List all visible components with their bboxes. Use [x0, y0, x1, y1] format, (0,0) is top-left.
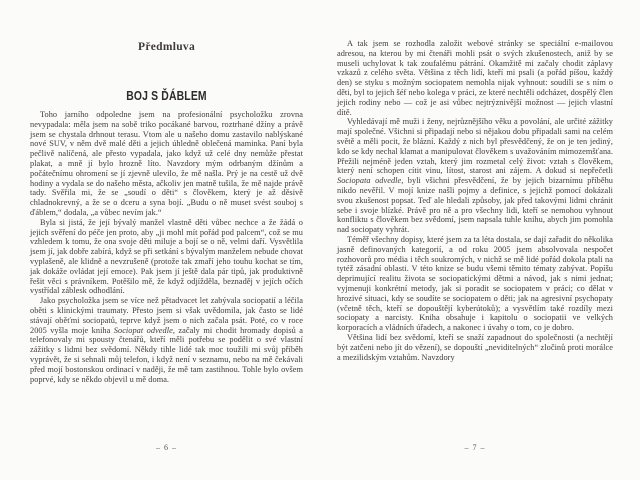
book-title-italic: Sociopata odvedle [337, 176, 402, 186]
right-page-body [337, 39, 613, 362]
paragraph: A tak jsem se rozhodla založit webové stránky se speciální e-mailovou adresou, na kterou by mi čtenáři mohli psát o svých zkušenostech, aniž by se museli uchylovat k tak zoufalému pátrání. Okamžitě mi začaly chodit záplavy vzkazů z celého světa. Většina z těch lidí, kteří mi psali (a pořád píšou, každý den) se styku s možným sociopatem nemohla nijak vyhnout: soudili se s ním o děti, byl to jejich šéf nebo kolega v práci, ze které nechtěli odcházet, dospělý člen jejich rodiny nebo — což je asi vůbec nejtrýznivější možnost — jejich vlastní dítě. [337, 39, 613, 117]
left-page-number: – 6 – [156, 443, 177, 452]
section-title: BOJ S ĎÁBLEM [126, 88, 207, 103]
left-page-body [30, 110, 303, 384]
book-title-italic: Sociopat odvedle [113, 325, 173, 335]
paragraph: Vyhledávají mě muži i ženy, nejrůznějšího věku a povolání, ale určité zážitky mají společné. Všichni si připadají nebo si nějakou dobu připadali sami na celém světě a měli pocit, že blázní. Každý z nich byl přesvědčený, že on je ten jediný, kdo se kdy nechal klamat a manipulovat člověkem s uvažováním mimozemšťana. Přežili nejméně jeden vztah, který jim rozmetal celý život: vztah s člověkem, který není schopen cítit vinu, lítost, starost ani zájem. A dokud si nepřečetli Sociopata odvedle, byli všichni přesvědčení, že by jejich bizarnímu příběhu nikdo nevěřil. V mojí knize našli pojmy a definice, s jejichž pomocí dokázali svou zkušenost popsat. Teď ale hledali způsoby, jak před takovými lidmi chránit sebe i svoje blízké. Právě pro ně a pro všechny lidi, kteří se nemohou vyhnout konfliktu s člověkem bez svědomí, jsem napsala tuhle knihu, abych jim pomohla nad sociopaty vyhrát. [337, 117, 613, 235]
paragraph: Většina lidí bez svědomí, kteří se snaží zapadnout do společnosti (a nechtějí být zatčeni nebo jít do vězení), se dopouští „neviditelných“ zločinů proti morálce a mezilidským vztahům. Navzdory [337, 332, 613, 362]
chapter-heading: Předmluva [138, 41, 195, 53]
paragraph: Téměř všechny dopisy, které jsem za ta léta dostala, se dají zařadit do několika jasně definovaných kategorií, a od roku 2005 jsem absolvovala nespočet rozhovorů pro média i těch soukromých, v nichž se mě lidé pořád dokola ptali na tytéž zásadní oblasti. V této knize se budu všemi těmito tématy zabývat. Popíšu deprimující realitu života se sociopatickými dětmi a návod, jak s nimi jednat; vyjmenuji konkrétní metody, jak si poradit se sociopatem v práci; co dělat v hrozivé situaci, kdy se soudíte se sociopatem o děti; jak na agresivní psychopaty (včetně těch, kteří se dopouštějí kyberútoků); a vysvětlím také rozdíly mezi sociopaty a narcisty. Kniha obsahuje i kapitolu o sociopatii ve velkých korporacích a vládních úřadech, a nakonec i úvahy o tom, co je dobro. [337, 234, 613, 333]
left-page [30, 0, 303, 480]
paragraph: Toho jarního odpoledne jsem na profesionální psycholožku zrovna nevypadala: měla jsem na sobě triko pocákané barvou, roztrhané džíny a právě jsem se chystala drhnout terasu. Vtom ale u našeho domu zastavilo nablýskané nové SUV, v něm dvě malé děti a jejich úhledně oblečená maminka. Paní byla pečlivě nalíčená, ale přesto vypadala, jako když už celé dny nemůže přestat plakat, a mně jí bylo hrozně líto. Navzdory mým odrbaným džínům a počátečnímu ohromení se jí zjevně ulevilo, že mě našla. Prý je na cestě už dvě hodiny a vydala se do našeho města, ačkoliv jen matně tušila, že mě najde právě tady. Svěřila mi, že se „soudí o děti“ s člověkem, který je až děsivě chladnokrevný, a že se o dceru a syna bojí. „Budu o ně muset svést souboj s ďáblem,“ dodala, „a vůbec nevím jak.“ [30, 110, 303, 217]
paragraph: Jako psycholožka jsem se více než pětadvacet let zabývala sociopatií a léčila oběti s klinickými traumaty. Přesto jsem si však uvědomila, jak často se lidé stávají oběťmi sociopatů, teprve když jsem o nich začala psát. Poté, co v roce 2005 vyšla moje kniha Sociopat odvedle, začaly mi chodit hromady dopisů a telefonovaly mi spousty čtenářů, kteří měli potřebu se podělit o své vlastní zážitky s lidmi bez svědomí. Někdy tihle lidé tak moc toužili mi svůj příběh vyprávět, že si sehnali můj telefon, i když není v seznamu, nebo na mě čekávali před mojí bostonskou ordinací v naději, že mě tam zastihnou. Tohle bylo ovšem poprvé, kdy se někdo objevil u mě doma. [30, 296, 303, 384]
paragraph: Byla si jistá, že její bývalý manžel vlastně děti vůbec nechce a že žádá o jejich svěření do péče jen proto, aby „ji mohl mít pořád pod palcem“, což se mu vzhledem k tomu, že ona svoje děti miluje a bojí se o ně, velmi daří. Vysvětlila jsem jí, jak dobře zabírá, když se při setkání s bývalým manželem nebude chovat vyplašeně, ale klidně a nevzrušeně (protože tak zmaří jeho touhu kochat se tím, jak dokáže ovládat její emoce). Pak jsem jí ještě dala pár tipů, jak produktivně řešit věci s právníkem. Potěšilo mě, že když odjížděla, beznaděj v jejích očích vystřídal záblesk odhodlání. [30, 217, 303, 296]
right-page-number: – 7 – [464, 443, 486, 452]
right-page [337, 0, 613, 480]
